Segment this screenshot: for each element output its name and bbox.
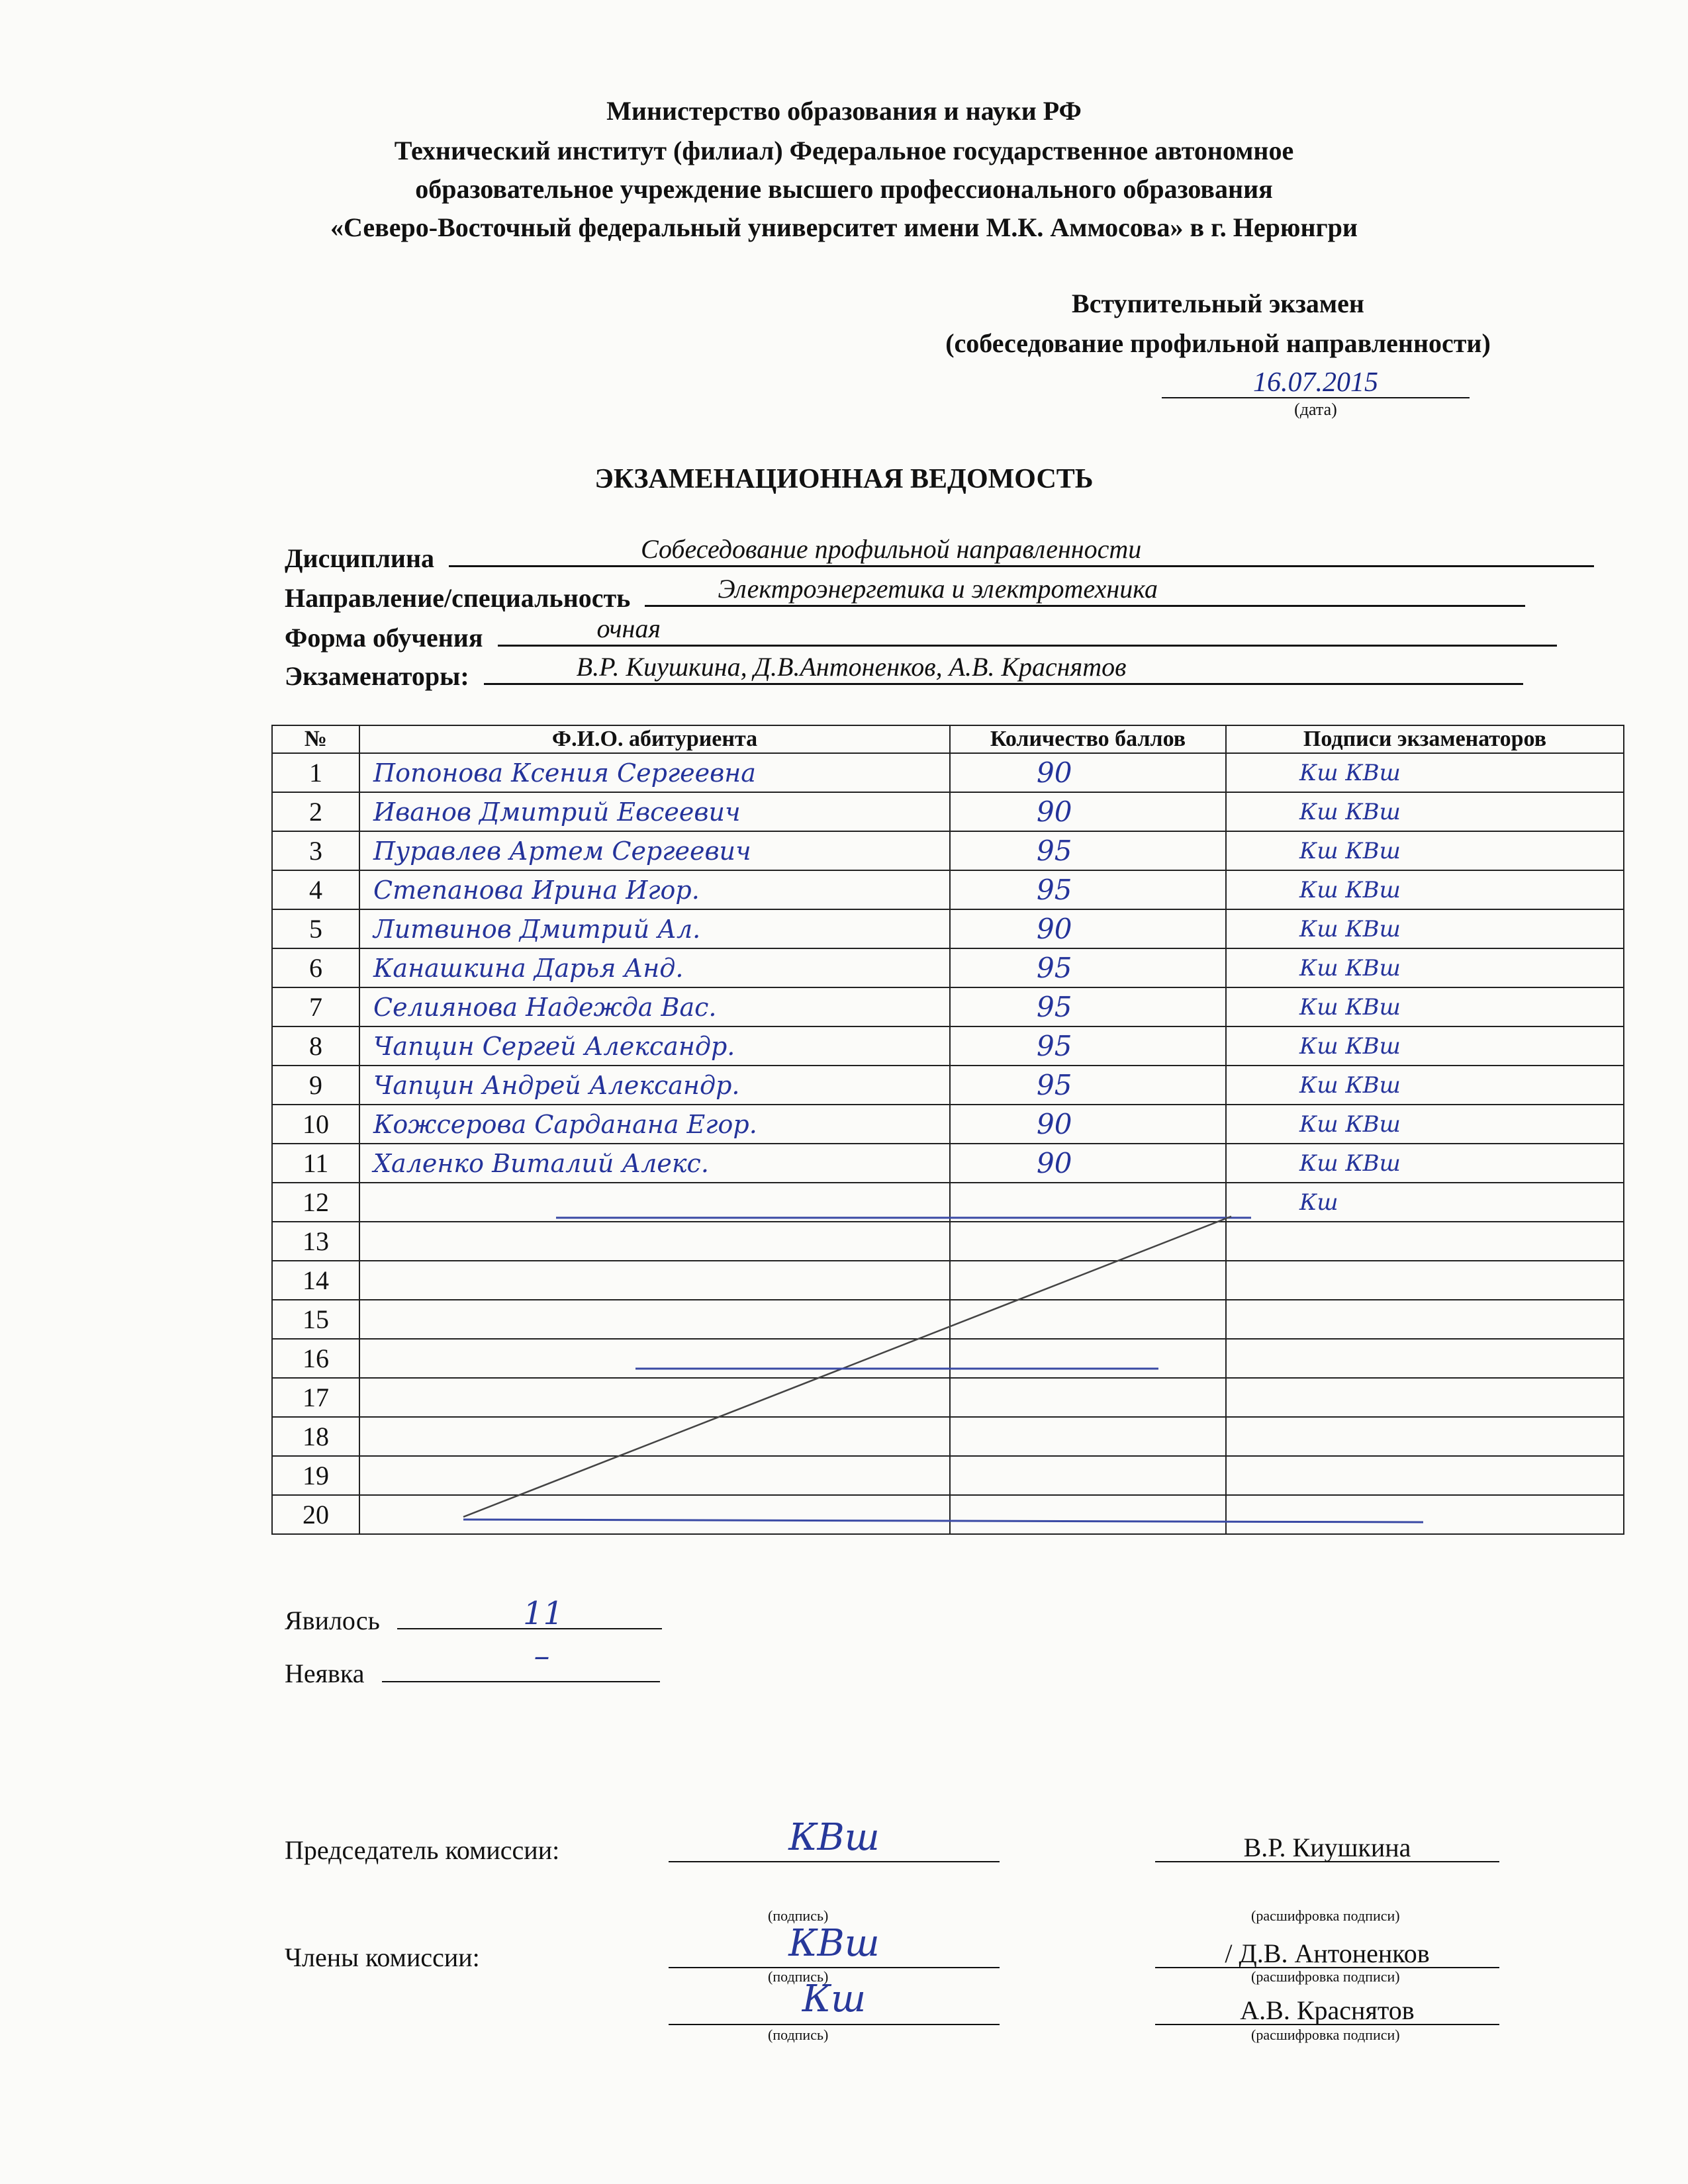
- chair-name: В.Р. Киушкина: [1155, 1821, 1499, 1862]
- row-number: 6: [272, 948, 359, 987]
- member1-signature-line: [669, 1922, 1000, 1968]
- row-number: 7: [272, 987, 359, 1026]
- chair-decode-caption: (расшифровка подписи): [1251, 1907, 1400, 1924]
- applicant-name: Степанова Ирина Игор.: [373, 875, 700, 905]
- row-number: 8: [272, 1026, 359, 1066]
- score-value: 95: [1037, 952, 1072, 984]
- applicant-name: Литвинов Дмитрий Ал.: [373, 914, 701, 944]
- present-row: [285, 1595, 662, 1636]
- ministry-line: Министерство образования и науки РФ: [606, 96, 1082, 126]
- col-name-header: Ф.И.О. абитуриента: [359, 725, 950, 753]
- member1-sig-caption: (подпись): [768, 1968, 829, 1985]
- chair-signature-line: [669, 1816, 1000, 1862]
- col-score-header: Количество баллов: [950, 725, 1226, 753]
- score-value: 95: [1037, 1030, 1072, 1062]
- strike-line-diagonal: [463, 1216, 1231, 1517]
- direction-label: Направление/специальность: [285, 583, 631, 613]
- applicant-name: Пуравлев Артем Сергеевич: [373, 836, 751, 866]
- chair-sig-caption: (подпись): [768, 1907, 829, 1924]
- member1-name: Д.В. Антоненков: [1239, 1938, 1430, 1968]
- row-number: 19: [272, 1456, 359, 1495]
- member1-decode-caption: (расшифровка подписи): [1251, 1968, 1400, 1985]
- score-value: 90: [1037, 1108, 1072, 1140]
- university-line: «Северо-Восточный федеральный университет имени М.К. Аммосова» в г. Нерюнгри: [330, 212, 1358, 242]
- applicant-name: Канашкина Дарья Анд.: [373, 953, 684, 983]
- present-value: 11: [522, 1595, 564, 1632]
- col-signatures-header: Подписи экзаменаторов: [1226, 725, 1624, 753]
- row-number: 12: [272, 1183, 359, 1222]
- institution-type-line: образовательное учреждение высшего профессионального образования: [415, 174, 1273, 204]
- examiner-signatures: Кш КВш: [1299, 798, 1401, 825]
- examiner-signatures: Кш КВш: [1299, 1071, 1401, 1099]
- score-value: 90: [1037, 1147, 1072, 1179]
- row-number: 2: [272, 792, 359, 831]
- applicant-name: Попонова Ксения Сергеевна: [373, 758, 756, 788]
- score-value: 95: [1037, 991, 1072, 1023]
- row-number: 20: [272, 1495, 359, 1534]
- row-number: 9: [272, 1066, 359, 1105]
- strike-line-bottom: [463, 1520, 1423, 1522]
- row-number: 3: [272, 831, 359, 870]
- row-number: 15: [272, 1300, 359, 1339]
- col-number-header: №: [272, 725, 359, 753]
- examiner-signatures: Кш КВш: [1299, 837, 1401, 864]
- score-value: 90: [1037, 913, 1072, 945]
- absent-field: [382, 1637, 660, 1682]
- member2-name: А.В. Краснятов: [1155, 1984, 1499, 2025]
- discipline-label: Дисциплина: [285, 543, 434, 573]
- row-number: 1: [272, 753, 359, 792]
- examiners-value: В.Р. Киушкина, Д.В.Антоненков, А.В. Краснятов: [576, 652, 1127, 682]
- present-label: Явилось: [285, 1606, 380, 1635]
- applicant-name: Селиянова Надежда Вас.: [373, 992, 717, 1022]
- discipline-value: Собеседование профильной направленности: [641, 534, 1142, 564]
- absent-label: Неявка: [285, 1659, 365, 1688]
- row-number: 16: [272, 1339, 359, 1378]
- examiner-signatures: Кш: [1299, 1189, 1338, 1216]
- absent-value: –: [534, 1637, 550, 1674]
- score-value: 90: [1037, 756, 1072, 789]
- institute-line: Технический институт (филиал) Федеральное государственное автономное: [394, 136, 1294, 165]
- study-form-value: очная: [596, 614, 661, 643]
- examiner-signatures: Кш КВш: [1299, 915, 1401, 942]
- row-number: 17: [272, 1378, 359, 1417]
- member2-signature-line: [669, 1978, 1000, 2025]
- row-number: 5: [272, 909, 359, 948]
- examiner-signatures: Кш КВш: [1299, 1150, 1401, 1177]
- row-number: 13: [272, 1222, 359, 1261]
- study-form-label: Форма обучения: [285, 623, 483, 653]
- exam-date: 16.07.2015: [1253, 367, 1378, 398]
- member1-signature: КВш: [788, 1922, 880, 1965]
- score-value: 95: [1037, 1069, 1072, 1101]
- exam-subtitle: (собеседование профильной направленности): [945, 328, 1491, 358]
- score-value: 90: [1037, 796, 1072, 828]
- date-caption: (дата): [1294, 400, 1337, 419]
- examiner-signatures: Кш КВш: [1299, 954, 1401, 981]
- applicant-name: Чапцин Сергей Александр.: [373, 1031, 735, 1061]
- examiner-signatures: Кш КВш: [1299, 876, 1401, 903]
- row-number: 18: [272, 1417, 359, 1456]
- applicant-name: Чапцин Андрей Александр.: [373, 1070, 740, 1100]
- row-number: 11: [272, 1144, 359, 1183]
- row-number: 14: [272, 1261, 359, 1300]
- score-value: 95: [1037, 835, 1072, 867]
- applicant-name: Халенко Виталий Алекс.: [373, 1148, 709, 1178]
- examiners-label: Экзаменаторы:: [285, 661, 469, 691]
- score-value: 95: [1037, 874, 1072, 906]
- exam-title: Вступительный экзамен: [1072, 289, 1364, 318]
- member1-prefix: /: [1225, 1938, 1233, 1968]
- member1-name-line: [1155, 1927, 1499, 1968]
- direction-value: Электроэнергетика и электротехника: [718, 574, 1158, 604]
- examiner-signatures: Кш КВш: [1299, 1111, 1401, 1138]
- chair-label: Председатель комиссии:: [285, 1835, 560, 1865]
- applicant-name: Кожсерова Сарданана Егор.: [373, 1109, 757, 1139]
- row-number: 4: [272, 870, 359, 909]
- applicant-name: Иванов Дмитрий Евсеевич: [373, 797, 741, 827]
- members-label: Члены комиссии:: [285, 1942, 480, 1972]
- member2-sig-caption: (подпись): [768, 2026, 829, 2043]
- absent-row: [285, 1637, 660, 1689]
- examiner-signatures: Кш КВш: [1299, 993, 1401, 1021]
- document-title: ЭКЗАМЕНАЦИОННАЯ ВЕДОМОСТЬ: [594, 464, 1094, 494]
- present-field: [397, 1595, 662, 1632]
- member2-decode-caption: (расшифровка подписи): [1251, 2026, 1400, 2043]
- member2-signature: Кш: [802, 1978, 867, 2021]
- examiner-signatures: Кш КВш: [1299, 1032, 1401, 1060]
- row-number: 10: [272, 1105, 359, 1144]
- examiner-signatures: Кш КВш: [1299, 759, 1401, 786]
- chair-signature: КВш: [788, 1816, 880, 1859]
